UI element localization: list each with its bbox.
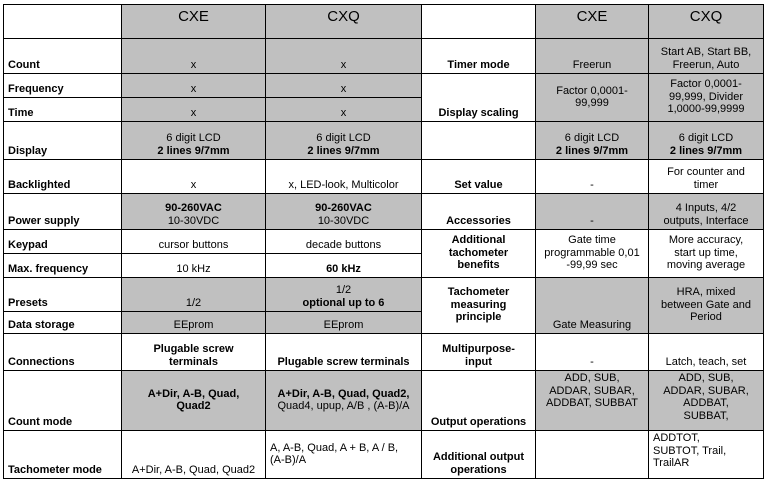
row-label-count-mode: Count mode: [4, 371, 122, 431]
cell-display-right-cxe: [536, 122, 649, 160]
cell-line: ADDBAT, SUBBAT: [546, 397, 638, 409]
cell-line: operations: [450, 463, 507, 476]
row-label-keypad: Keypad: [4, 230, 122, 254]
cell-display-cxq: [266, 122, 422, 160]
row-label-data-storage: Data storage: [4, 312, 122, 334]
cell-line: tachometer: [448, 246, 509, 259]
cell-line: 99,999, Divider: [669, 90, 743, 103]
cell-line: Quad2: [176, 400, 211, 412]
cell-line: between Gate and: [661, 298, 751, 311]
cell-line: terminals: [169, 355, 218, 368]
cell-line: Tachometer: [447, 286, 510, 299]
cell-line: benefits: [457, 259, 500, 272]
comparison-table: [3, 4, 764, 479]
table-row: [4, 334, 764, 371]
cell-keypad-cxq: decade buttons: [266, 230, 422, 254]
cell-line: Quad4, upup, A/B , (A-B)/A: [277, 400, 410, 412]
cell-additional-output-ops-cxe: [536, 431, 649, 479]
row-label-display-right: [422, 122, 536, 160]
cell-presets-cxq: [266, 278, 422, 312]
cell-line: For counter and: [667, 166, 745, 178]
cell-line: 10-30VDC: [317, 214, 370, 227]
cell-line: moving average: [666, 259, 746, 272]
cell-tacho-principle-cxq: [649, 278, 764, 334]
cell-data-storage-cxq: EEprom: [266, 312, 422, 334]
table-row: [4, 371, 764, 431]
cell-backlighted-cxq: x, LED-look, Multicolor: [266, 160, 422, 194]
cell-line: programmable 0,01: [544, 246, 640, 259]
cell-accessories-cxe: -: [536, 194, 649, 230]
cell-count-cxe: x: [122, 39, 266, 74]
cell-count-mode-cxe: [122, 371, 266, 431]
cell-output-ops-cxe: [536, 371, 649, 431]
cell-display-scaling-cxe: [536, 74, 649, 122]
cell-line: 1/2: [335, 284, 352, 296]
cell-count-cxq: x: [266, 39, 422, 74]
cell-output-ops-cxq: [649, 371, 764, 431]
row-label-set-value: Set value: [422, 160, 536, 194]
cell-multipurpose-cxe: -: [536, 334, 649, 371]
cell-backlighted-cxe: x: [122, 160, 266, 194]
header-cxq-left: CXQ: [266, 5, 422, 39]
cell-timer-mode-cxe: Freerun: [536, 39, 649, 74]
row-label-tacho-benefits: [422, 230, 536, 278]
cell-line: ADD, SUB,: [564, 372, 620, 384]
cell-line: start up time,: [674, 246, 738, 259]
cell-connections-cxq: Plugable screw terminals: [266, 334, 422, 371]
cell-line: Factor 0,0001-: [670, 78, 742, 91]
cell-line: 6 digit LCD: [678, 132, 734, 144]
row-label-multipurpose-input: [422, 334, 536, 371]
cell-line: timer: [693, 178, 719, 191]
header-row: [4, 5, 764, 39]
table-row: [4, 431, 764, 479]
cell-line: Gate time: [568, 234, 616, 247]
cell-power-cxq: [266, 194, 422, 230]
cell-line: Start AB, Start BB,: [660, 46, 752, 58]
cell-line: Freerun, Auto: [672, 58, 740, 71]
row-label-presets: Presets: [4, 278, 122, 312]
header-cxe-right: CXE: [536, 5, 649, 39]
row-label-max-frequency: Max. frequency: [4, 254, 122, 278]
cell-max-frequency-cxe: 10 kHz: [122, 254, 266, 278]
cell-line: 2 lines 9/7mm: [157, 144, 230, 157]
cell-tacho-benefits-cxe: [536, 230, 649, 278]
cell-tacho-mode-cxe: A+Dir, A-B, Quad, Quad2: [122, 431, 266, 479]
cell-line: 6 digit LCD: [564, 132, 620, 144]
row-label-power-supply: Power supply: [4, 194, 122, 230]
row-label-additional-output-ops: [422, 431, 536, 479]
cell-line: Additional: [451, 234, 506, 247]
comparison-table-wrapper: [3, 4, 764, 479]
cell-display-scaling-cxq: [649, 74, 764, 122]
row-label-display-scaling: Display scaling: [422, 74, 536, 122]
table-row: [4, 122, 764, 160]
cell-additional-output-ops-cxq: [649, 431, 764, 479]
cell-tacho-mode-cxq: [266, 431, 422, 479]
cell-frequency-cxq: x: [266, 74, 422, 98]
cell-accessories-cxq: [649, 194, 764, 230]
table-row: [4, 278, 764, 312]
cell-presets-cxe: 1/2: [122, 278, 266, 312]
header-blank-left: [4, 5, 122, 39]
header-cxe-left: CXE: [122, 5, 266, 39]
cell-frequency-cxe: x: [122, 74, 266, 98]
cell-timer-mode-cxq: [649, 39, 764, 74]
row-label-time: Time: [4, 98, 122, 122]
cell-time-cxe: x: [122, 98, 266, 122]
cell-line: A+Dir, A-B, Quad,: [147, 387, 240, 400]
cell-line: ADDTOT,: [653, 432, 700, 444]
row-label-accessories: Accessories: [422, 194, 536, 230]
cell-line: -99,99 sec: [566, 259, 618, 272]
cell-line: optional up to 6: [302, 296, 385, 309]
cell-line: measuring: [450, 298, 507, 311]
cell-count-mode-cxq: [266, 371, 422, 431]
row-label-display: Display: [4, 122, 122, 160]
cell-set-value-cxe: -: [536, 160, 649, 194]
row-label-tachometer-mode: Tachometer mode: [4, 431, 122, 479]
row-label-output-operations: Output operations: [422, 371, 536, 431]
cell-line: 6 digit LCD: [166, 132, 221, 144]
cell-multipurpose-cxq: Latch, teach, set: [649, 334, 764, 371]
header-blank-right: [422, 5, 536, 39]
header-cxq-right: CXQ: [649, 5, 764, 39]
cell-line: 4 Inputs, 4/2: [675, 202, 737, 214]
cell-line: Factor 0,0001-: [556, 84, 628, 97]
row-label-frequency: Frequency: [4, 74, 122, 98]
cell-line: SUBTOT, Trail,: [653, 444, 727, 457]
cell-line: ADDAR, SUBAR,: [663, 384, 749, 397]
cell-line: Period: [690, 311, 722, 324]
cell-keypad-cxe: cursor buttons: [122, 230, 266, 254]
cell-line: 2 lines 9/7mm: [307, 144, 380, 157]
cell-line: (A-B)/A: [270, 454, 307, 466]
table-row: [4, 160, 764, 194]
cell-tacho-benefits-cxq: [649, 230, 764, 278]
cell-line: Additional output: [432, 451, 525, 463]
cell-line: 2 lines 9/7mm: [555, 144, 629, 157]
table-row: [4, 194, 764, 230]
row-label-count: Count: [4, 39, 122, 74]
cell-line: ADD, SUB,: [678, 372, 734, 384]
cell-time-cxq: x: [266, 98, 422, 122]
table-row: [4, 230, 764, 254]
cell-connections-cxe: [122, 334, 266, 371]
cell-display-right-cxq: [649, 122, 764, 160]
table-row: [4, 74, 764, 98]
cell-line: 1,0000-99,9999: [667, 103, 745, 116]
cell-line: 6 digit LCD: [316, 132, 371, 144]
cell-max-frequency-cxq: 60 kHz: [266, 254, 422, 278]
cell-line: Multipurpose-: [442, 343, 515, 355]
row-label-timer-mode: Timer mode: [422, 39, 536, 74]
cell-line: 10-30VDC: [167, 214, 220, 227]
cell-display-cxe: [122, 122, 266, 160]
cell-line: More accuracy,: [668, 234, 744, 247]
cell-line: principle: [455, 311, 502, 324]
cell-line: TrailAR: [653, 457, 690, 469]
cell-line: 2 lines 9/7mm: [669, 144, 743, 157]
row-label-tacho-principle: [422, 278, 536, 334]
cell-line: A+Dir, A-B, Quad, Quad2,: [277, 387, 410, 400]
table-row: [4, 39, 764, 74]
cell-line: input: [465, 355, 492, 368]
cell-line: 99,999: [575, 97, 609, 109]
cell-line: SUBBAT,: [683, 409, 729, 422]
cell-set-value-cxq: [649, 160, 764, 194]
cell-power-cxe: [122, 194, 266, 230]
cell-data-storage-cxe: EEprom: [122, 312, 266, 334]
row-label-connections: Connections: [4, 334, 122, 371]
cell-line: 90-260VAC: [165, 202, 222, 214]
cell-tacho-principle-cxe: Gate Measuring: [536, 278, 649, 334]
cell-line: Plugable screw: [153, 343, 234, 355]
cell-line: ADDBAT,: [683, 397, 729, 409]
cell-line: HRA, mixed: [676, 286, 736, 299]
cell-line: 90-260VAC: [315, 202, 372, 214]
cell-line: ADDAR, SUBAR,: [549, 384, 635, 397]
cell-line: A, A-B, Quad, A + B, A / B,: [270, 441, 399, 454]
cell-line: outputs, Interface: [663, 214, 749, 227]
row-label-backlighted: Backlighted: [4, 160, 122, 194]
